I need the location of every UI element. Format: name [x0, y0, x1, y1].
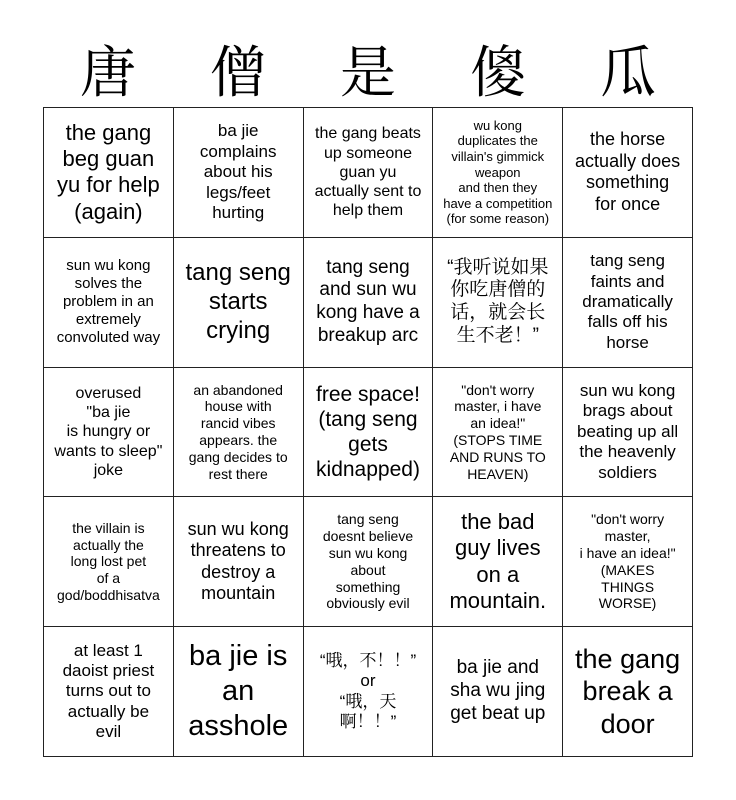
bingo-cell[interactable]	[563, 108, 693, 238]
cell-text: the bad guy lives on a mountain.	[449, 509, 547, 614]
cell-text: the gang break a door	[575, 644, 681, 739]
bingo-cell[interactable]	[433, 238, 563, 368]
bingo-cell[interactable]	[433, 108, 563, 238]
cell-text: “哦，不！！” or “哦，天 啊！！”	[319, 650, 417, 731]
bingo-cell[interactable]	[44, 368, 174, 498]
title-char-1: 唐	[80, 41, 136, 106]
cell-text: sun wu kong brags about beating up all the heavenly soldiers	[577, 381, 679, 482]
bingo-cell[interactable]	[563, 627, 693, 757]
cell-text: the gang beg guan yu for help (again)	[57, 119, 160, 224]
title-char-4: 傻	[470, 41, 526, 106]
cell-text: the horse actually does something for once	[575, 129, 681, 214]
bingo-cell[interactable]	[563, 497, 693, 627]
bingo-cell[interactable]	[44, 108, 174, 238]
cell-text: tang seng starts crying	[185, 259, 291, 344]
cell-text: sun wu kong threatens to destroy a mountain	[187, 518, 289, 604]
cell-text: sun wu kong solves the problem in an extremely convoluted way	[56, 257, 161, 347]
cell-text: overused "ba jie is hungry or wants to sleep" joke	[54, 385, 163, 479]
bingo-cell[interactable]	[304, 627, 434, 757]
cell-text: free space! (tang seng gets kidnapped)	[316, 382, 420, 482]
cell-text: at least 1 daoist priest turns out to actually be evil	[62, 640, 155, 742]
bingo-cell[interactable]	[174, 368, 304, 498]
bingo-cell[interactable]	[433, 368, 563, 498]
cell-text: “我听说如果 你吃唐僧的 话，就会长 生不老！”	[447, 256, 549, 346]
bingo-cell[interactable]	[433, 497, 563, 627]
cell-text: ba jie and sha wu jing get beat up	[450, 657, 546, 724]
bingo-cell[interactable]	[174, 108, 304, 238]
title-char-3: 是	[340, 41, 396, 106]
cell-text: ba jie complains about his legs/feet hurting	[199, 121, 277, 222]
cell-text: tang seng doesnt believe sun wu kong about something obviously evil	[322, 511, 414, 612]
cell-text: ba jie is an asshole	[188, 640, 289, 742]
bingo-grid	[43, 107, 693, 757]
cell-text: wu kong duplicates the villain's gimmick weapon and then they have a competition (for some reason)	[443, 117, 553, 227]
bingo-cell[interactable]	[433, 627, 563, 757]
cell-text: the gang beats up someone guan yu actually sent to help them	[314, 125, 422, 220]
title-char-5: 瓜	[600, 41, 656, 106]
bingo-cell[interactable]	[563, 238, 693, 368]
bingo-cell[interactable]	[44, 627, 174, 757]
cell-text: tang seng and sun wu kong have a breakup arc	[316, 256, 420, 346]
bingo-cell[interactable]	[304, 238, 434, 368]
bingo-cell[interactable]	[563, 368, 693, 498]
cell-text: "don't worry master, i have an idea!" (STOPS TIME AND RUNS TO HEAVEN)	[449, 381, 546, 482]
cell-text: "don't worry master, i have an idea!" (MAKES THINGS WORSE)	[579, 511, 676, 612]
bingo-cell[interactable]	[44, 497, 174, 627]
bingo-cell[interactable]	[174, 238, 304, 368]
bingo-cell[interactable]	[174, 497, 304, 627]
title-char-2: 僧	[210, 41, 266, 106]
cell-text: tang seng faints and dramatically falls off his horse	[582, 251, 673, 352]
card-title	[43, 40, 693, 108]
bingo-cell[interactable]	[304, 497, 434, 627]
bingo-cell[interactable]	[174, 627, 304, 757]
free-space-cell[interactable]	[304, 368, 434, 498]
bingo-cell[interactable]	[304, 108, 434, 238]
bingo-cell[interactable]	[44, 238, 174, 368]
cell-text: an abandoned house with rancid vibes appears. the gang decides to rest there	[188, 381, 288, 482]
cell-text: the villain is actually the long lost pet of a god/boddhisatva	[57, 519, 160, 603]
